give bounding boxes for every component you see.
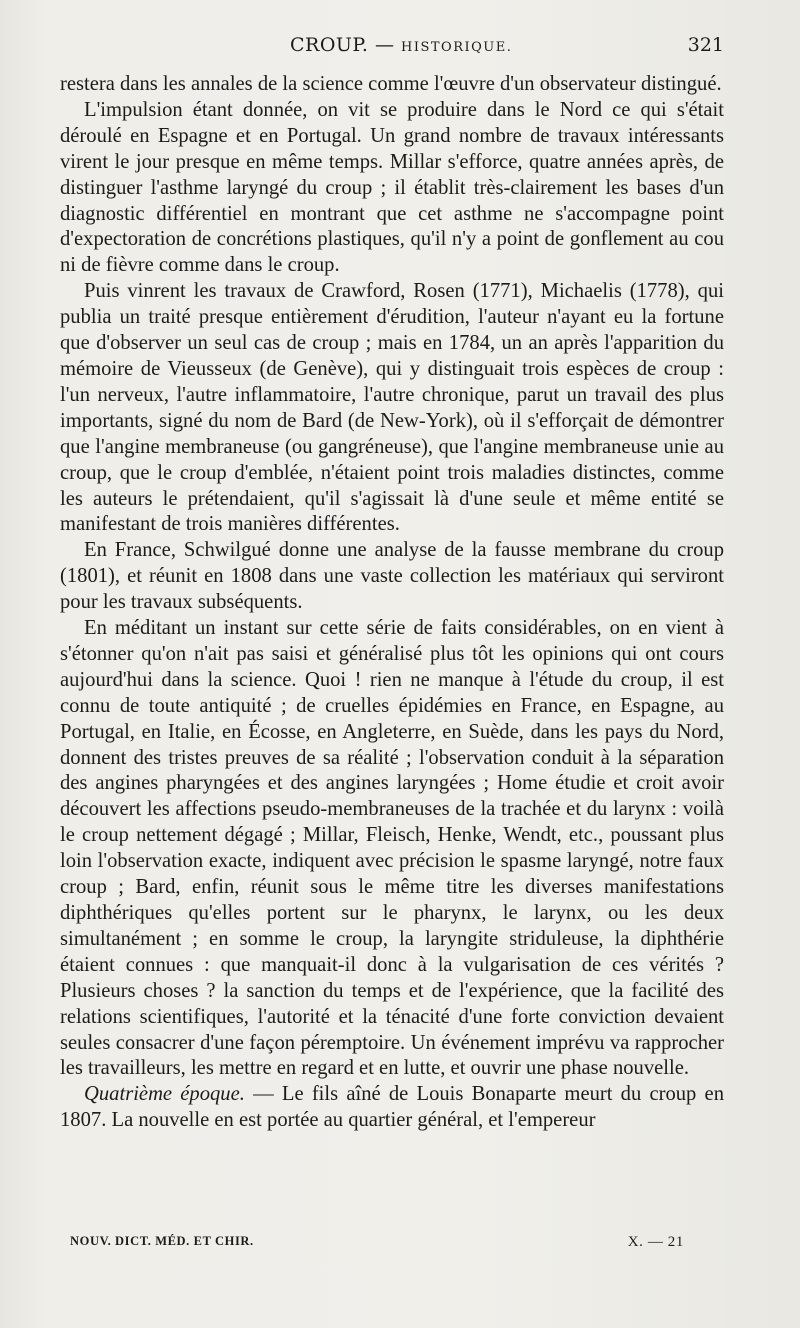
footer-collection-title: NOUV. DICT. MÉD. ET CHIR. xyxy=(70,1234,254,1248)
running-title-sub: HISTORIQUE. xyxy=(401,40,513,55)
section-text: — Le fils aîné de Louis Bonaparte meurt du croup en 1807. La nouvelle en est portée au quartier général, et l'empereur xyxy=(60,1083,724,1132)
paragraph: Puis vinrent les travaux de Crawford, Rosen (1771), Michaelis (1778), qui publia un traité presque entièrement d'érudition, l'auteur n'ayant eu la fortune que d'observer un seul cas de croup ; mais en 1784, un an après l'apparition du mémoire de Vieusseux (de Genève), qui y distinguait trois espèces de croup : l'un nerveux, l'autre inflammatoire, l'autre chronique, parut un travail des plus importants, signé du nom de Bard (de New-York), où il s'efforçait de démontrer que l'angine membraneuse (ou gangréneuse), que l'angine membraneuse unie au croup, que le croup d'emblée, n'étaient point trois maladies distinctes, comme les auteurs le prétendaient, qu'il s'agissait là d'une seule et même entité se manifestant de trois manières différentes. xyxy=(60,280,724,536)
running-title xyxy=(290,34,512,56)
paragraph: En France, Schwilgué donne une analyse de la fausse membrane du croup (1801), et réunit en 1808 dans une vaste collection les matériaux qui serviront pour les travaux subséquents. xyxy=(60,539,724,614)
page-number: 321 xyxy=(687,34,724,56)
text-body xyxy=(60,72,724,1134)
running-title-main: CROUP. — xyxy=(290,34,395,56)
footer-signature: X. — 21 xyxy=(627,1234,684,1250)
section-heading: Quatrième époque. xyxy=(84,1083,245,1106)
page-footer xyxy=(60,1234,724,1254)
paragraph-continuation: restera dans les annales de la science comme l'œuvre d'un observateur distingué. xyxy=(60,73,722,95)
paragraph: En méditant un instant sur cette série de faits considérables, on en vient à s'étonner qu'on n'ait pas saisi et généralisé plus tôt les opinions qui ont cours aujourd'hui dans la science. Quoi ! rien ne manque à l'étude du croup, il est connu de toute antiquité ; de cruelles épidémies en France, en Espagne, au Portugal, en Italie, en Écosse, en Angleterre, en Suède, dans les pays du Nord, donnent des tristes preuves de sa réalité ; l'observation conduit à la séparation des angines pharyngées et des angines laryngées ; Home étudie et croit avoir découvert les affections pseudo-membraneuses de la trachée et du larynx : voilà le croup nettement dégagé ; Millar, Fleisch, Henke, Wendt, etc., poussant plus loin l'observation exacte, indiquent avec précision le spasme laryngé, notre faux croup ; Bard, enfin, réunit sous le même titre les diverses manifestations diphthériques qu'elles portent sur le pharynx, le larynx, ou les deux simultanément ; en somme le croup, la laryngite striduleuse, la diphthérie étaient connues : que manquait-il donc à la vulgarisation de ces vérités ? Plusieurs choses ? la sanction du temps et de l'expérience, que la facilité des relations scientifiques, l'autorité et la ténacité d'une forte conviction devaient seules consacrer d'une façon péremptoire. Un événement imprévu va rapprocher les travailleurs, les mettre en regard et en lutte, et ouvrir une phase nouvelle. xyxy=(60,617,724,1080)
paragraph-section-start xyxy=(60,1082,724,1134)
running-header xyxy=(60,32,724,62)
paragraph: L'impulsion étant donnée, on vit se produire dans le Nord ce qui s'était déroulé en Espagne et en Portugal. Un grand nombre de travaux intéressants virent le jour presque en même temps. Millar s'efforce, quatre années après, de distinguer l'asthme laryngé du croup ; il établit très-clairement les bases d'un diagnostic différentiel en montrant que cet asthme ne s'accompagne point d'expectoration de concrétions plastiques, qu'il n'y a point de gonflement au cou ni de fièvre comme dans le croup. xyxy=(60,98,724,277)
